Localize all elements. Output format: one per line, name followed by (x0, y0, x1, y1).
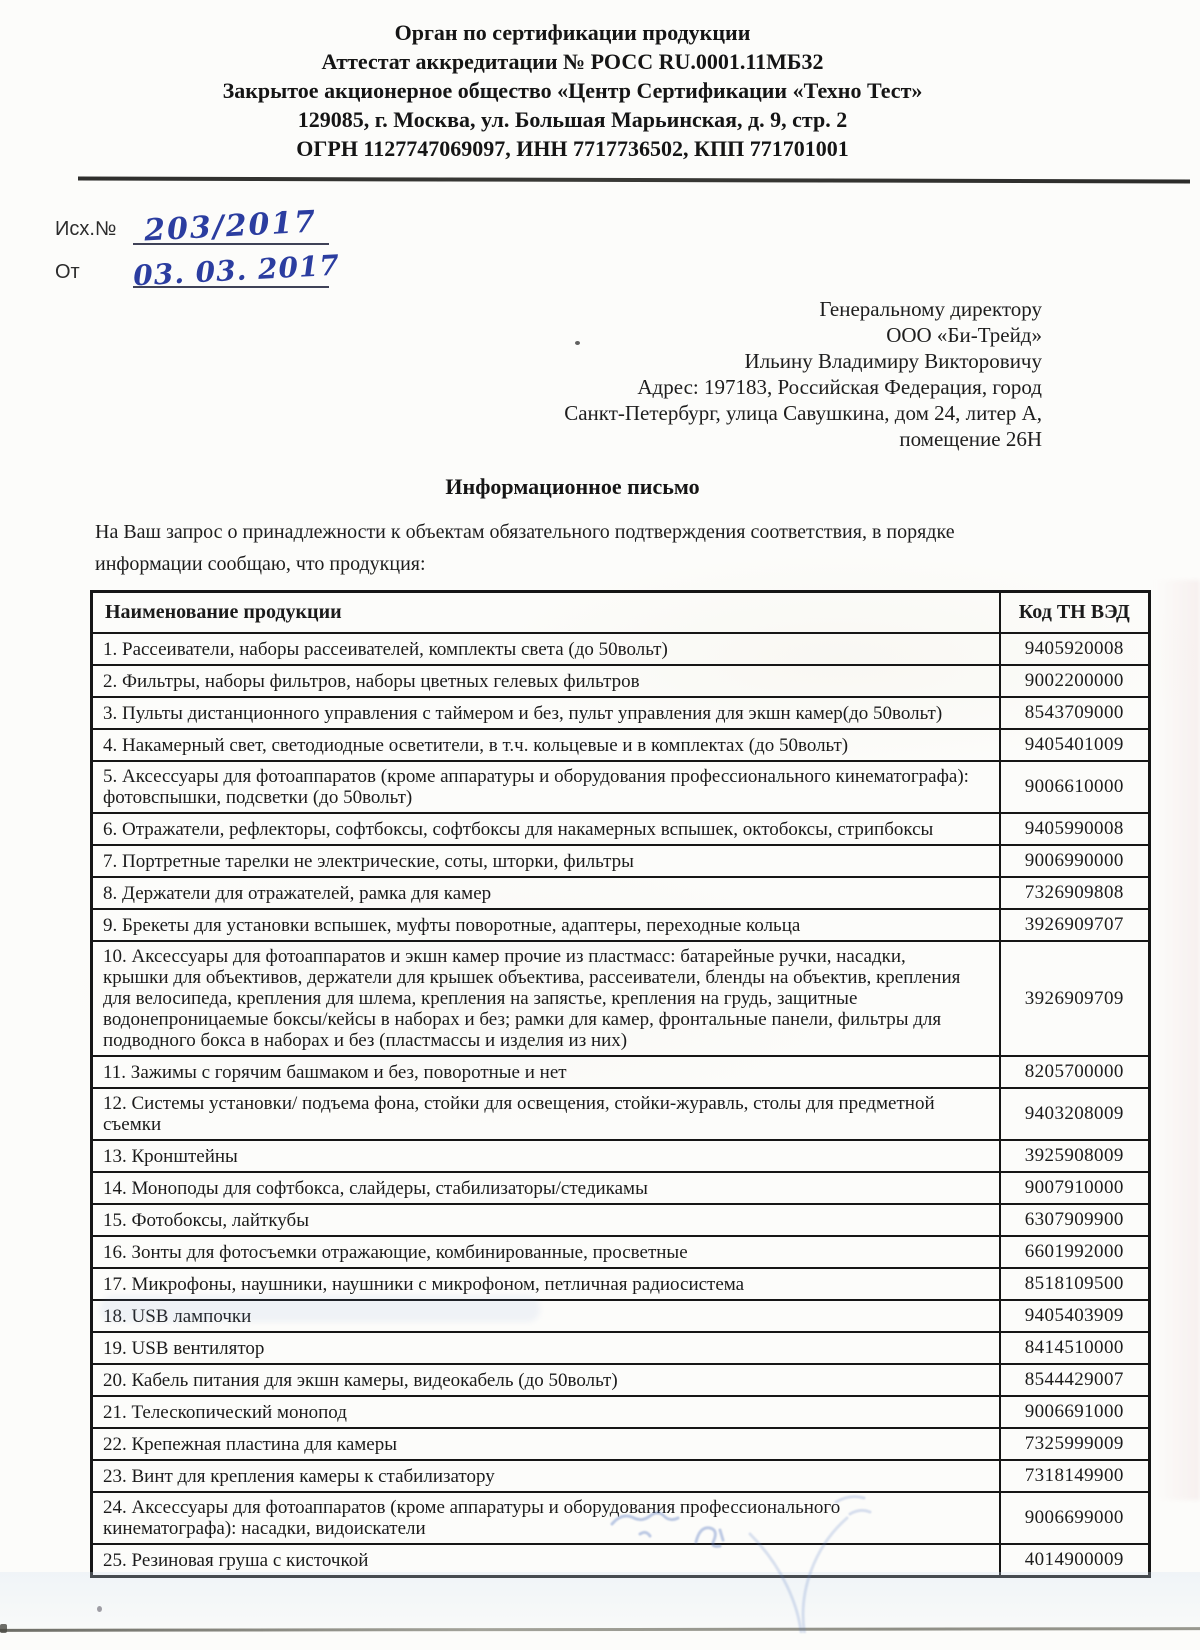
product-name-cell: 6. Отражатели, рефлекторы, софтбоксы, софтбоксы для накамерных вспышек, октобоксы, стрипбоксы (92, 813, 1000, 845)
product-name-cell: 12. Системы установки/ подъема фона, стойки для освещения, стойки-журавль, столы для предметной съемки (92, 1088, 1000, 1140)
tn-ved-code-header: Код ТН ВЭД (1000, 592, 1150, 634)
product-code-cell: 9006699000 (1000, 1492, 1150, 1544)
product-table-row (92, 665, 1150, 697)
product-code-cell: 4014900009 (1000, 1544, 1150, 1577)
product-table-row (92, 1396, 1150, 1428)
letterhead-ogrn-line: ОГРН 1127747069097, ИНН 7717736502, КПП 771701001 (296, 136, 849, 161)
product-name-cell: 25. Резиновая груша с кисточкой (92, 1544, 1000, 1577)
product-code-cell: 9006610000 (1000, 761, 1150, 813)
product-table-row (92, 1300, 1150, 1332)
product-code-cell: 8543709000 (1000, 697, 1150, 729)
product-table-row (92, 697, 1150, 729)
letter-date-handwritten: 03. 03. 2017 (132, 248, 341, 293)
product-table-row (92, 1544, 1150, 1577)
product-table-row (92, 1428, 1150, 1460)
letterhead-company-line: Закрытое акционерное общество «Центр Сертификации «Техно Тест» (222, 78, 923, 103)
product-table-row (92, 877, 1150, 909)
product-code-cell: 9405401009 (1000, 729, 1150, 761)
intro-paragraph: На Ваш запрос о принадлежности к объектам обязательного подтверждения соответствия, в порядке информации сообщаю, что продукция: (95, 521, 955, 575)
product-table-row (92, 813, 1150, 845)
product-name-cell: 16. Зонты для фотосъемки отражающие, комбинированные, просветные (92, 1236, 1000, 1268)
product-code-cell: 3925908009 (1000, 1140, 1150, 1172)
recipient-person-line: Ильину Владимиру Викторовичу (744, 349, 1042, 373)
product-name-cell: 17. Микрофоны, наушники, наушники с микрофоном, петличная радиосистема (92, 1268, 1000, 1300)
letter-date-underline (132, 248, 341, 293)
reference-block (55, 202, 1200, 293)
product-name-cell: 19. USB вентилятор (92, 1332, 1000, 1364)
product-name-cell: 2. Фильтры, наборы фильтров, наборы цветных гелевых фильтров (92, 665, 1000, 697)
letterhead (95, 0, 1050, 163)
product-table-row (92, 941, 1150, 1056)
product-table-row (92, 1056, 1150, 1088)
product-name-cell: 8. Держатели для отражателей, рамка для камер (92, 877, 1000, 909)
product-name-cell: 15. Фотобоксы, лайткубы (92, 1204, 1000, 1236)
product-table-body (92, 633, 1150, 1577)
product-table-row (92, 1492, 1150, 1544)
product-table-header-row (92, 592, 1150, 634)
product-name-cell: 4. Накамерный свет, светодиодные осветители, в т.ч. кольцевые и в комплектах (до 50вольт) (92, 729, 1000, 761)
product-table-row (92, 633, 1150, 665)
product-name-cell: 24. Аксессуары для фотоаппаратов (кроме аппаратуры и оборудования профессионального кинематографа): насадки, видоискатели (92, 1492, 1000, 1544)
product-code-cell: 8544429007 (1000, 1364, 1150, 1396)
product-code-cell: 9007910000 (1000, 1172, 1150, 1204)
product-table-row (92, 1140, 1150, 1172)
product-name-cell: 18. USB лампочки (92, 1300, 1000, 1332)
product-code-cell: 9405403909 (1000, 1300, 1150, 1332)
bottom-scan-tint (0, 1572, 1200, 1628)
product-code-cell: 9002200000 (1000, 665, 1150, 697)
product-code-cell: 8414510000 (1000, 1332, 1150, 1364)
letter-date-row (55, 245, 1200, 293)
product-table-row (92, 1460, 1150, 1492)
product-code-cell: 7325999009 (1000, 1428, 1150, 1460)
product-code-cell: 3926909709 (1000, 941, 1150, 1056)
letter-title: Информационное письмо (445, 474, 700, 499)
product-code-cell: 8518109500 (1000, 1268, 1150, 1300)
letterhead-org-line: Орган по сертификации продукции (394, 20, 751, 45)
letterhead-divider (78, 177, 1190, 184)
product-table-row (92, 729, 1150, 761)
product-code-cell: 9405920008 (1000, 633, 1150, 665)
product-name-cell: 10. Аксессуары для фотоаппаратов и экшн камер прочие из пластмасс: батарейные ручки, насадки, крышки для объективов, держатели для крышек объектива, рассеиватели, бленды на объектив, крепления для велосипеда, крепления для шлема, крепления на запястье, крепления на грудь, защитные водонепроницаемые боксы/кейсы в наборах и без; рамки для камер, фронтальные панели, фильтры для подводного бокса в наборах и без (пластмассы и изделия из них) (92, 941, 1000, 1056)
product-name-cell: 1. Рассеиватели, наборы рассеивателей, комплекты света (до 50вольт) (92, 633, 1000, 665)
product-code-cell: 9006990000 (1000, 845, 1150, 877)
paper-edge-line (0, 1627, 1200, 1632)
product-code-cell: 6601992000 (1000, 1236, 1150, 1268)
recipient-company-line: ООО «Би-Трейд» (886, 323, 1042, 347)
recipient-address-line-1: Адрес: 197183, Российская Федерация, город (637, 375, 1042, 399)
product-name-cell: 11. Зажимы с горячим башмаком и без, поворотные и нет (92, 1056, 1000, 1088)
product-table-row (92, 1236, 1150, 1268)
letterhead-accreditation-line: Аттестат аккредитации № РОСС RU.0001.11МБ32 (321, 49, 824, 74)
product-table-row (92, 1364, 1150, 1396)
product-table-row (92, 909, 1150, 941)
product-table (90, 590, 1151, 1578)
product-code-cell: 3926909707 (1000, 909, 1150, 941)
product-table-row (92, 1268, 1150, 1300)
product-name-cell: 13. Кронштейны (92, 1140, 1000, 1172)
product-table-row (92, 1332, 1150, 1364)
product-code-cell: 9403208009 (1000, 1088, 1150, 1140)
letter-date-label: От (55, 261, 80, 283)
product-name-cell: 7. Портретные тарелки не электрические, соты, шторки, фильтры (92, 845, 1000, 877)
product-name-cell: 22. Крепежная пластина для камеры (92, 1428, 1000, 1460)
letterhead-address-line: 129085, г. Москва, ул. Большая Марьинская, д. 9, стр. 2 (297, 107, 848, 132)
recipient-block (402, 296, 1042, 452)
product-code-cell: 9405990008 (1000, 813, 1150, 845)
product-name-cell: 23. Винт для крепления камеры к стабилизатору (92, 1460, 1000, 1492)
product-name-header: Наименование продукции (92, 592, 1000, 634)
scan-edge-tint-artifact (1154, 580, 1200, 1500)
outgoing-number-handwritten: 203/2017 (143, 204, 319, 249)
product-name-cell: 20. Кабель питания для экшн камеры, видеокабель (до 50вольт) (92, 1364, 1000, 1396)
product-code-cell: 7326909808 (1000, 877, 1150, 909)
product-table-row (92, 1088, 1150, 1140)
product-name-cell: 3. Пульты дистанционного управления с таймером и без, пульт управления для экшн камер(до 50вольт) (92, 697, 1000, 729)
paper-edge-mark (0, 1624, 7, 1633)
recipient-address-line-2: Санкт-Петербург, улица Савушкина, дом 24, литер А, (564, 401, 1042, 425)
recipient-position-line: Генеральному директору (819, 297, 1042, 321)
product-name-cell: 21. Телескопический монопод (92, 1396, 1000, 1428)
recipient-address-line-3: помещение 26Н (899, 427, 1042, 451)
product-code-cell: 7318149900 (1000, 1460, 1150, 1492)
product-code-cell: 6307909900 (1000, 1204, 1150, 1236)
product-name-cell: 14. Моноподы для софтбокса, слайдеры, стабилизаторы/стедикамы (92, 1172, 1000, 1204)
product-table-row (92, 1204, 1150, 1236)
product-table-row (92, 761, 1150, 813)
outgoing-number-underline (133, 204, 329, 249)
ink-speck-artifact (97, 1606, 102, 1612)
product-code-cell: 9006691000 (1000, 1396, 1150, 1428)
product-table-row (92, 845, 1150, 877)
product-name-cell: 5. Аксессуары для фотоаппаратов (кроме аппаратуры и оборудования профессионального кинематографа): фотовспышки, подсветки (до 50вольт) (92, 761, 1000, 813)
outgoing-number-row (55, 202, 1200, 249)
product-name-cell: 9. Брекеты для установки вспышек, муфты поворотные, адаптеры, переходные кольца (92, 909, 1000, 941)
outgoing-number-label: Исх.№ (55, 218, 117, 240)
product-table-row (92, 1172, 1150, 1204)
product-code-cell: 8205700000 (1000, 1056, 1150, 1088)
